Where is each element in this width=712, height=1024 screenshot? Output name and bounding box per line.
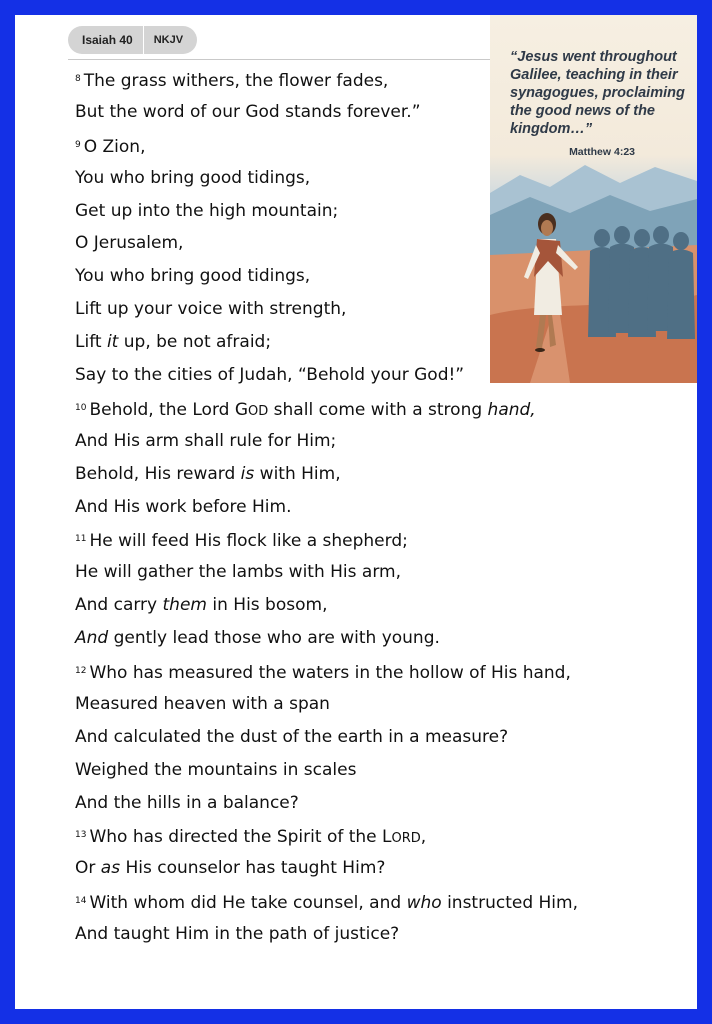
- italic-text: who: [406, 893, 442, 914]
- verse-line[interactable]: [75, 556, 578, 589]
- verse-number: 14: [75, 896, 87, 907]
- small-caps-text: ORD: [391, 831, 421, 847]
- promo-illustration[interactable]: [490, 15, 697, 383]
- verse-number: 12: [75, 666, 87, 677]
- verse-text: O Jerusalem,: [75, 233, 184, 254]
- verse-text: shall come with a strong: [268, 399, 488, 420]
- chapter-selector[interactable]: Isaiah 40: [82, 33, 133, 47]
- verse-text: You who bring good tidings,: [75, 167, 311, 188]
- verse-text: ,: [420, 827, 427, 848]
- verse-text: Lift: [75, 332, 107, 353]
- verse-text: Behold, the Lord G: [89, 399, 249, 420]
- verse-line[interactable]: [75, 491, 578, 524]
- verse-text: His counselor has taught Him?: [120, 858, 386, 879]
- verse-text: He will gather the lambs with His arm,: [75, 562, 401, 583]
- verse-line[interactable]: [75, 787, 578, 820]
- verse-line[interactable]: [75, 589, 578, 622]
- verse-number: 10: [75, 402, 87, 413]
- verse-text: Or: [75, 858, 101, 879]
- verse-line[interactable]: [75, 852, 578, 885]
- verse-text: With whom did He take counsel, and: [89, 893, 407, 914]
- verse-text: gently lead those who are with young.: [108, 628, 440, 649]
- verse-line[interactable]: [75, 885, 578, 918]
- verse-line[interactable]: [75, 721, 578, 754]
- verse-text: And calculated the dust of the earth in a measure?: [75, 726, 509, 747]
- verse-line[interactable]: [75, 655, 578, 688]
- verse-line[interactable]: [75, 425, 578, 458]
- verse-line[interactable]: [75, 754, 578, 787]
- header-divider: [68, 59, 492, 60]
- italic-text: it: [106, 332, 119, 353]
- verse-text: And His arm shall rule for Him;: [75, 430, 337, 451]
- quote-reference: Matthew 4:23: [569, 146, 635, 158]
- chapter-version-pill[interactable]: [68, 26, 197, 54]
- verse-text: But the word of our God stands forever.”: [75, 101, 421, 122]
- verse-text: Weighed the mountains in scales: [75, 759, 357, 780]
- verse-text: Lift up your voice with strength,: [75, 299, 347, 320]
- verse-text: The grass withers, the flower fades,: [83, 71, 389, 91]
- version-selector[interactable]: NKJV: [153, 34, 184, 46]
- verse-line[interactable]: [75, 918, 578, 951]
- italic-text: hand,: [487, 399, 536, 420]
- verse-text: Get up into the high mountain;: [75, 200, 339, 221]
- verse-text: And the hills in a balance?: [75, 792, 299, 813]
- verse-line[interactable]: [75, 523, 578, 556]
- verse-text: Measured heaven with a span: [75, 693, 330, 714]
- verse-text: And carry: [75, 595, 163, 616]
- quote-text: “Jesus went throughout Galilee, teaching in their synagogues, proclaiming the good news of the kingdom…”: [510, 49, 685, 137]
- verse-number: 11: [75, 534, 87, 545]
- verse-number: 13: [75, 830, 87, 841]
- verse-text: Behold, His reward: [75, 463, 241, 484]
- reader-page: [15, 15, 697, 1009]
- verse-line[interactable]: [75, 458, 578, 491]
- verse-text: Who has directed the Spirit of the L: [89, 827, 392, 848]
- verse-line[interactable]: [75, 819, 578, 852]
- verse-number: 8: [75, 74, 81, 84]
- verse-text: O Zion,: [83, 136, 146, 157]
- small-caps-text: OD: [248, 403, 269, 419]
- italic-text: And: [75, 628, 109, 649]
- italic-text: as: [100, 858, 121, 879]
- verse-number: 9: [75, 139, 81, 150]
- verse-text: Who has measured the waters in the hollow of His hand,: [89, 663, 571, 684]
- verse-text: instructed Him,: [441, 893, 578, 914]
- verse-text: And His work before Him.: [75, 496, 292, 517]
- verse-line[interactable]: [75, 392, 578, 425]
- verse-text: And taught Him in the path of justice?: [75, 924, 400, 945]
- italic-text: them: [162, 595, 207, 616]
- verse-text: with Him,: [254, 463, 341, 484]
- verse-text: You who bring good tidings,: [75, 266, 311, 287]
- verse-text: in His bosom,: [206, 595, 328, 616]
- verse-line[interactable]: [75, 622, 578, 655]
- verse-line[interactable]: [75, 688, 578, 721]
- verse-text: up, be not afraid;: [118, 332, 272, 353]
- italic-text: is: [240, 463, 255, 484]
- verse-text: He will feed His flock like a shepherd;: [89, 531, 408, 552]
- verse-text: Say to the cities of Judah, “Behold your God!”: [75, 365, 465, 386]
